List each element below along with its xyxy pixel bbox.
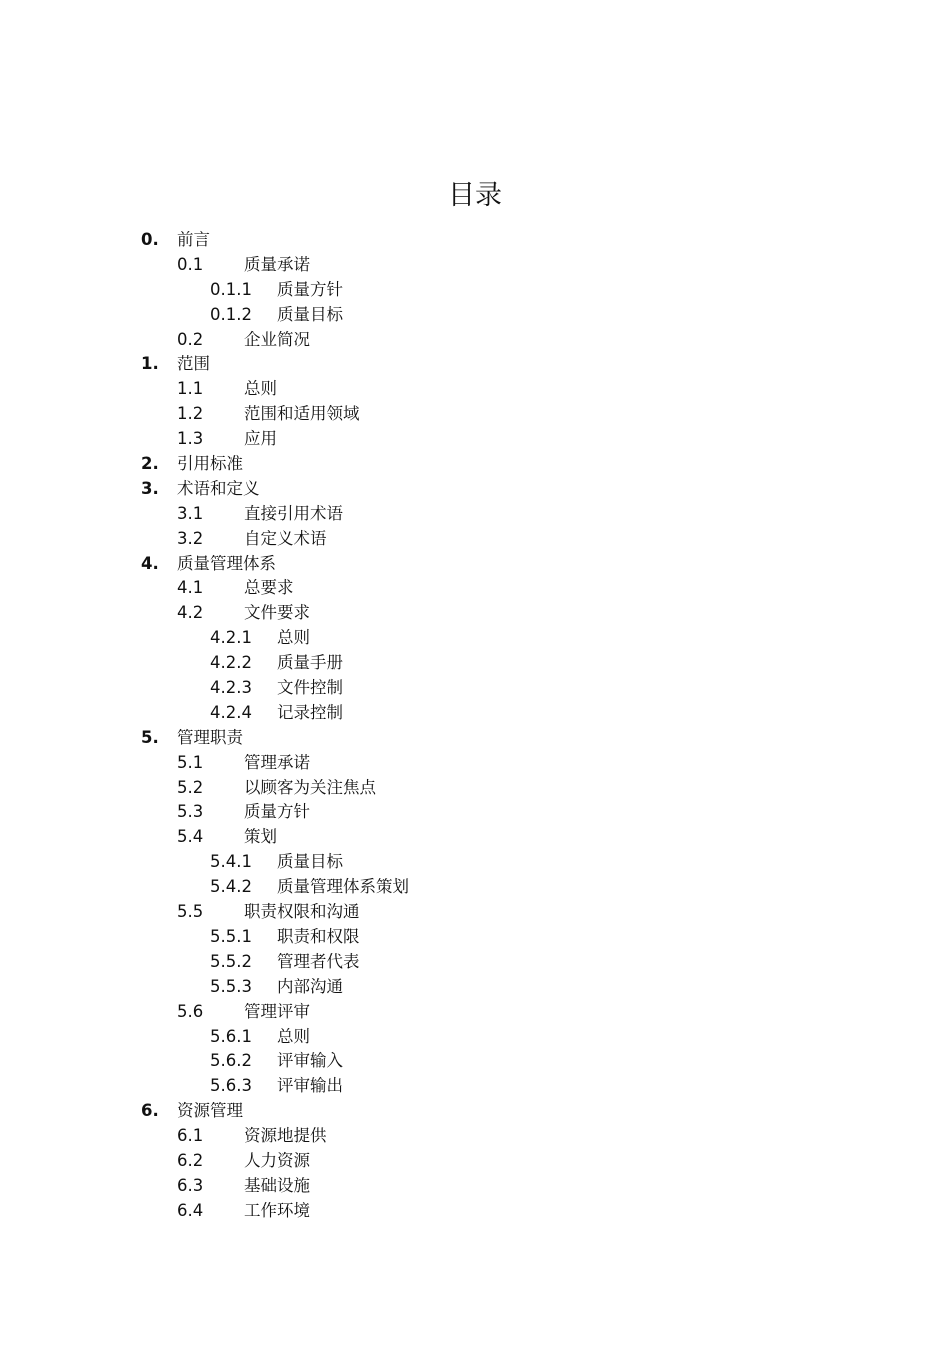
toc-entry-number: 5.5.3 [210,976,252,996]
toc-entry[interactable] [0,402,950,427]
toc-entry-number: 5.6.1 [210,1026,252,1046]
toc-entry-title: 范围 [177,354,210,374]
toc-entry-number: 5.6.2 [210,1051,252,1071]
toc-entry-title: 总要求 [244,578,294,598]
toc-entry[interactable] [0,1025,950,1050]
toc-entry-title: 范围和适用领域 [244,404,360,424]
toc-entry-title: 管理职责 [177,727,243,747]
toc-entry-number: 3.2 [177,528,204,548]
toc-entry-title: 企业简况 [244,329,310,349]
toc-entry-number: 5.6 [177,1001,204,1021]
toc-entry-title: 前言 [177,230,210,249]
toc-entry-title: 质量承诺 [244,254,310,274]
toc-entry-number: 6.2 [177,1150,204,1170]
toc-entry[interactable] [0,875,950,900]
toc-entry[interactable] [0,527,950,552]
toc-entry-number: 5.5.1 [210,926,252,946]
toc-entry-title: 管理者代表 [277,951,360,971]
toc-list [0,228,950,1224]
toc-entry[interactable] [0,751,950,776]
toc-entry-title: 应用 [244,429,277,449]
toc-entry[interactable] [0,328,950,353]
toc-entry-title: 内部沟通 [277,976,343,996]
toc-entry-number: 0.1 [177,254,204,274]
toc-entry-title: 总则 [277,1026,310,1046]
toc-entry-title: 自定义术语 [244,528,327,548]
toc-entry-number: 4. [141,553,159,573]
toc-entry-title: 术语和定义 [177,478,260,498]
toc-entry-title: 质量管理体系策划 [277,877,409,897]
toc-entry[interactable] [0,1000,950,1025]
toc-entry-number: 5.5 [177,902,204,922]
toc-entry-title: 工作环境 [244,1200,310,1220]
toc-entry[interactable] [0,676,950,701]
toc-entry-title: 评审输出 [277,1076,343,1096]
toc-entry-title: 直接引用术语 [244,503,343,523]
toc-entry-title: 以顾客为关注焦点 [244,777,376,797]
toc-entry-title: 评审输入 [277,1051,343,1071]
toc-entry-number: 5.5.2 [210,951,252,971]
toc-entry[interactable] [0,1124,950,1149]
toc-title: 目录 [448,180,502,211]
toc-entry-number: 0.1.1 [210,279,252,299]
toc-entry[interactable] [0,377,950,402]
toc-entry-number: 5.2 [177,777,204,797]
toc-entry[interactable] [0,427,950,452]
toc-entry[interactable] [0,601,950,626]
toc-entry-number: 0.1.2 [210,304,252,324]
toc-entry-number: 5.1 [177,752,204,772]
toc-entry-number: 1.1 [177,379,204,399]
toc-entry[interactable] [0,900,950,925]
toc-entry-number: 4.2 [177,603,204,623]
toc-entry-number: 6. [141,1101,159,1121]
toc-entry[interactable] [0,576,950,601]
toc-entry-number: 2. [141,454,159,474]
toc-entry-title: 总则 [244,379,277,399]
toc-entry-title: 资源管理 [177,1101,243,1121]
toc-entry-number: 3. [141,478,159,498]
toc-entry[interactable] [0,776,950,801]
toc-entry-number: 4.2.3 [210,678,252,698]
toc-entry-number: 5. [141,727,159,747]
toc-entry[interactable] [0,502,950,527]
toc-entry-number: 0.2 [177,329,204,349]
toc-entry-number: 5.6.3 [210,1076,252,1096]
toc-entry[interactable] [0,1049,950,1074]
toc-entry[interactable] [0,477,950,502]
toc-entry[interactable] [0,850,950,875]
toc-entry[interactable] [0,452,950,477]
toc-entry[interactable] [0,726,950,751]
toc-entry[interactable] [0,303,950,328]
toc-entry-title: 质量目标 [277,852,343,872]
toc-entry-title: 质量管理体系 [177,553,276,573]
toc-entry[interactable] [0,626,950,651]
toc-entry-title: 基础设施 [244,1175,310,1195]
toc-entry-title: 策划 [244,827,277,847]
toc-entry-title: 职责权限和沟通 [244,902,360,922]
toc-entry-number: 4.2.4 [210,702,252,722]
toc-entry-title: 质量手册 [277,653,343,673]
toc-entry[interactable] [0,1149,950,1174]
toc-entry-number: 5.4 [177,827,204,847]
toc-entry-title: 职责和权限 [277,926,360,946]
toc-entry-title: 质量方针 [244,802,310,822]
toc-entry[interactable] [0,651,950,676]
toc-entry-title: 资源地提供 [244,1126,327,1146]
toc-entry-number: 4.2.1 [210,628,252,648]
toc-entry-number: 5.4.1 [210,852,252,872]
toc-entry-title: 质量目标 [277,304,343,324]
toc-entry[interactable] [0,278,950,303]
toc-entry-number: 5.4.2 [210,877,252,897]
toc-entry-title: 人力资源 [244,1150,310,1170]
toc-entry[interactable] [0,701,950,726]
toc-entry-number: 3.1 [177,503,204,523]
toc-entry[interactable] [0,1099,950,1124]
toc-entry-title: 总则 [277,628,310,648]
toc-entry-number: 1.3 [177,429,204,449]
toc-entry-number: 1.2 [177,404,204,424]
toc-entry-number: 5.3 [177,802,204,822]
toc-entry-number: 1. [141,354,159,374]
toc-entry[interactable] [0,1074,950,1099]
toc-entry-title: 文件控制 [277,678,343,698]
toc-entry-number: 4.1 [177,578,204,598]
toc-entry-number: 6.4 [177,1200,204,1220]
toc-entry[interactable] [0,352,950,377]
toc-entry-title: 引用标准 [177,454,243,474]
toc-entry[interactable] [0,975,950,1000]
toc-entry-number: 0. [141,230,159,249]
toc-entry-title: 管理评审 [244,1001,310,1021]
toc-entry[interactable] [0,950,950,975]
toc-entry[interactable] [0,1174,950,1199]
toc-entry-title: 质量方针 [277,279,343,299]
toc-entry[interactable] [0,552,950,577]
toc-entry-title: 记录控制 [277,702,343,722]
toc-entry[interactable] [0,800,950,825]
toc-entry-title: 管理承诺 [244,752,310,772]
toc-entry[interactable] [0,228,950,253]
toc-entry-number: 6.3 [177,1175,204,1195]
toc-entry-number: 4.2.2 [210,653,252,673]
toc-entry-number: 6.1 [177,1126,204,1146]
toc-entry[interactable] [0,925,950,950]
toc-entry[interactable] [0,825,950,850]
toc-entry[interactable] [0,1199,950,1224]
toc-entry-title: 文件要求 [244,603,310,623]
toc-entry[interactable] [0,253,950,278]
